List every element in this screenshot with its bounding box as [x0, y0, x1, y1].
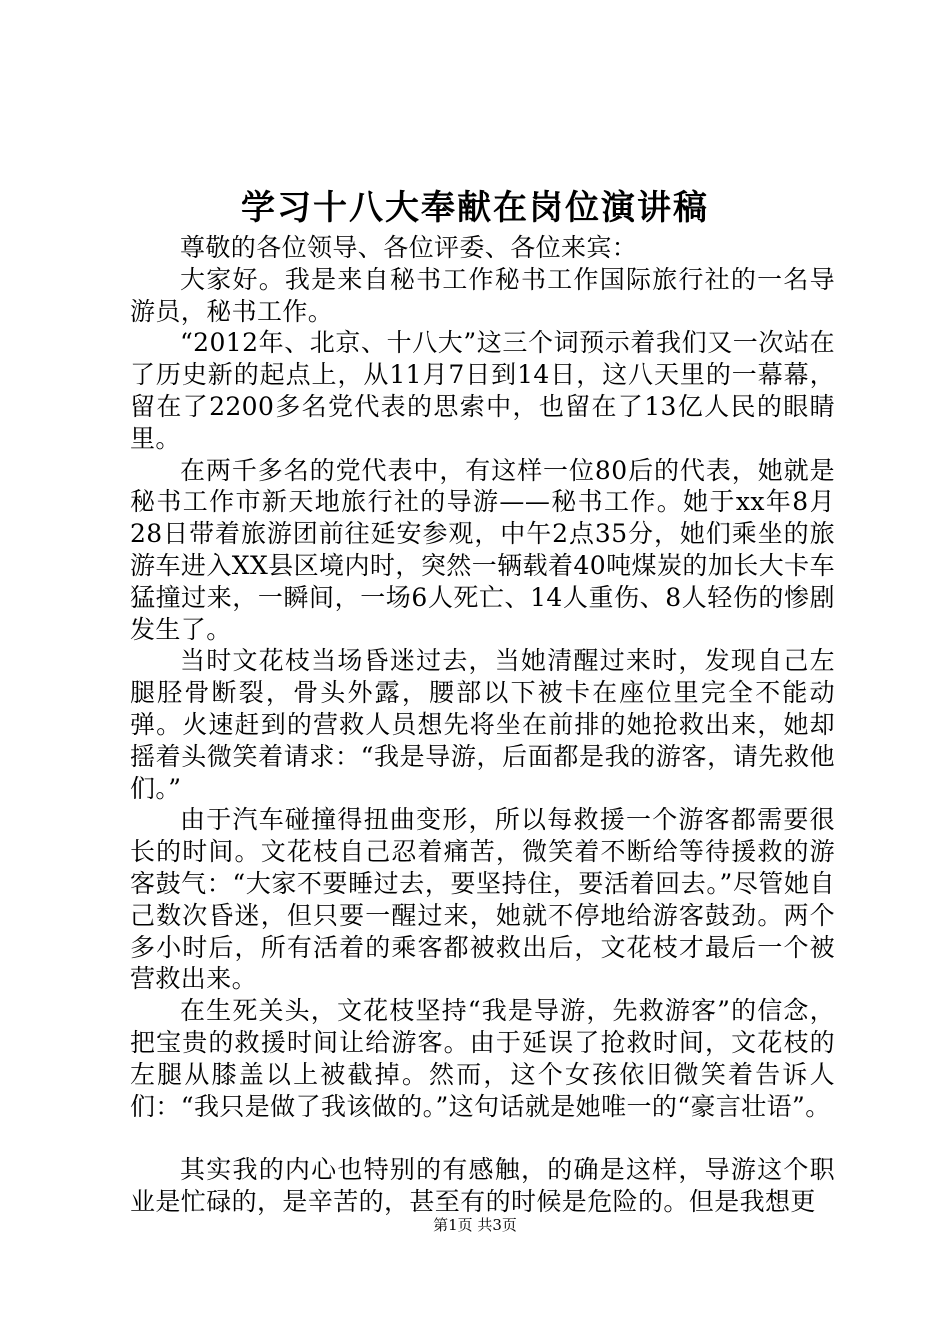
page-footer: 第1页 共3页 [433, 1216, 517, 1234]
paragraph-2: “2012年、北京、十八大”这三个词预示着我们又一次站在了历史新的起点上，从11月7日到14日，这八天里的一幕幕，留在了2200多名党代表的思索中，也留在了13亿人民的眼睛里。 [130, 328, 835, 453]
salutation: 尊敬的各位领导、各位评委、各位来宾： [180, 233, 638, 262]
paragraph-1: 大家好。我是来自秘书工作秘书工作国际旅行社的一名导游员，秘书工作。 [130, 264, 835, 326]
document-title: 学习十八大奉献在岗位演讲稿 [241, 188, 709, 228]
paragraph-6: 在生死关头，文花枝坚持“我是导游，先救游客”的信念，把宝贵的救援时间让给游客。由于延误了抢救时间，文花枝的左腿从膝盖以上被截掉。然而，这个女孩依旧微笑着告诉人们：“我只是做了我该做的。”这句话就是她唯一的“豪言壮语”。 [130, 996, 835, 1121]
paragraph-gap [130, 1122, 835, 1154]
paragraph-3: 在两千多名的党代表中，有这样一位80后的代表，她就是秘书工作市新天地旅行社的导游——秘书工作。她于xx年8月28日带着旅游团前往延安参观，中午2点35分，她们乘坐的旅游车进入XX县区境内时，突然一辆载着40吨煤炭的加长大卡车猛撞过来，一瞬间，一场6人死亡、14人重伤、8人轻伤的惨剧发生了。 [130, 455, 835, 644]
paragraph-5: 由于汽车碰撞得扭曲变形，所以每救援一个游客都需要很长的时间。文花枝自己忍着痛苦，微笑着不断给等待援救的游客鼓气：“大家不要睡过去，要坚持住，要活着回去。”尽管她自己数次昏迷，但只要一醒过来，她就不停地给游客鼓劲。两个多小时后，所有活着的乘客都被救出后，文花枝才最后一个被营救出来。 [130, 805, 835, 994]
paragraph-4: 当时文花枝当场昏迷过去，当她清醒过来时，发现自己左腿胫骨断裂，骨头外露，腰部以下被卡在座位里完全不能动弹。火速赶到的营救人员想先将坐在前排的她抢救出来，她却摇着头微笑着请求：“我是导游，后面都是我的游客，请先救他们。” [130, 646, 835, 803]
document-body [130, 232, 835, 1218]
paragraph-7: 其实我的内心也特别的有感触，的确是这样，导游这个职业是忙碌的，是辛苦的，甚至有的时候是危险的。但是我想更 [130, 1155, 835, 1216]
